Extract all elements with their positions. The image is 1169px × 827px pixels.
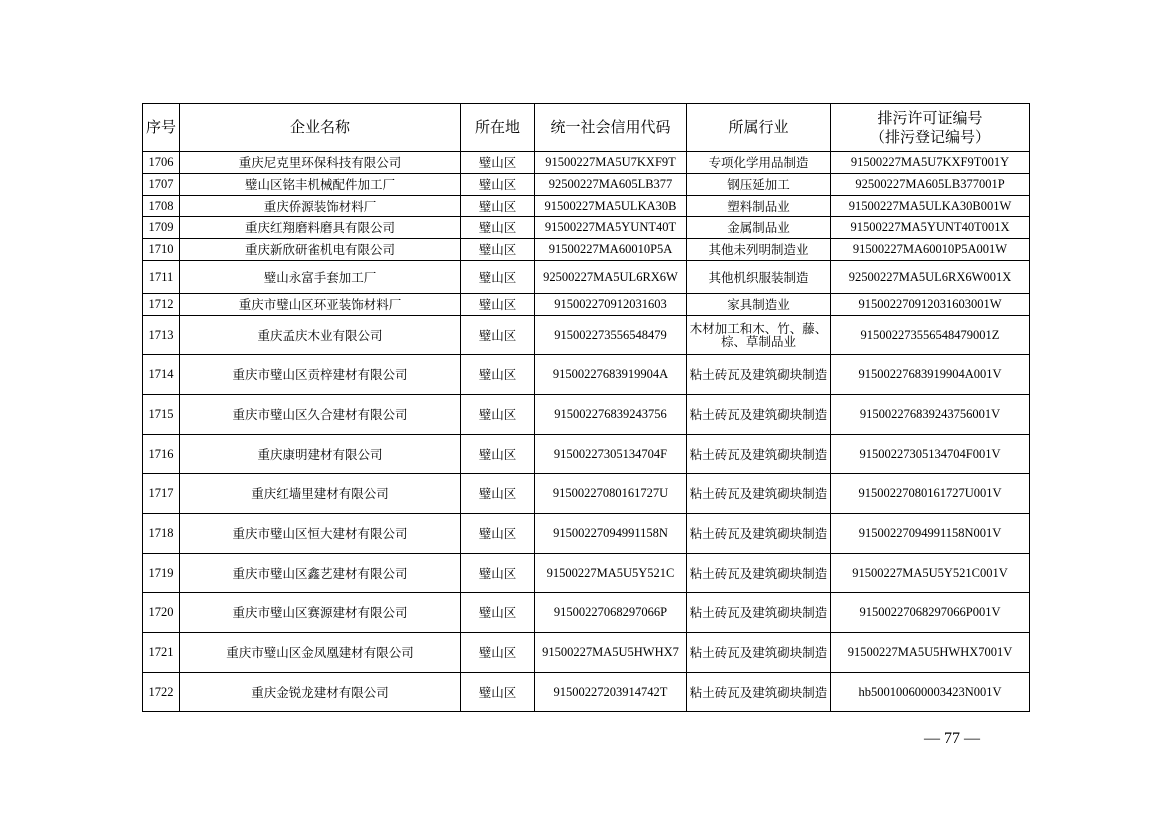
cell-industry: 粘土砖瓦及建筑砌块制造 xyxy=(687,673,831,712)
cell-seq: 1708 xyxy=(143,196,180,217)
cell-permit-number: 91500227MA5U5HWHX7001V xyxy=(831,633,1030,673)
cell-credit-code: 91500227MA5U7KXF9T xyxy=(535,152,687,174)
table-row xyxy=(143,474,1030,514)
cell-credit-code: 91500227MA5U5Y521C xyxy=(535,554,687,593)
cell-company-name: 重庆市璧山区恒大建材有限公司 xyxy=(180,514,461,554)
cell-industry: 家具制造业 xyxy=(687,294,831,316)
table-row xyxy=(143,593,1030,633)
table-row xyxy=(143,152,1030,174)
cell-seq: 1711 xyxy=(143,261,180,294)
header-company-name: 企业名称 xyxy=(180,104,461,152)
cell-permit-number: hb500100600003423N001V xyxy=(831,673,1030,712)
cell-seq: 1707 xyxy=(143,174,180,196)
cell-location: 璧山区 xyxy=(461,152,535,174)
cell-permit-number: 91500227068297066P001V xyxy=(831,593,1030,633)
cell-industry: 粘土砖瓦及建筑砌块制造 xyxy=(687,474,831,514)
cell-industry: 粘土砖瓦及建筑砌块制造 xyxy=(687,435,831,474)
table-row xyxy=(143,395,1030,435)
cell-permit-number: 915002273556548479001Z xyxy=(831,316,1030,355)
cell-company-name: 重庆康明建材有限公司 xyxy=(180,435,461,474)
header-industry: 所属行业 xyxy=(687,104,831,152)
table-row xyxy=(143,554,1030,593)
cell-seq: 1717 xyxy=(143,474,180,514)
cell-permit-number: 91500227MA5U7KXF9T001Y xyxy=(831,152,1030,174)
cell-seq: 1715 xyxy=(143,395,180,435)
cell-company-name: 重庆市璧山区贡梓建材有限公司 xyxy=(180,355,461,395)
header-credit-code: 统一社会信用代码 xyxy=(535,104,687,152)
cell-permit-number: 915002276839243756001V xyxy=(831,395,1030,435)
header-permit-line1: 排污许可证编号 xyxy=(877,108,983,127)
cell-company-name: 重庆市璧山区鑫艺建材有限公司 xyxy=(180,554,461,593)
cell-company-name: 璧山永富手套加工厂 xyxy=(180,261,461,294)
cell-company-name: 重庆红墙里建材有限公司 xyxy=(180,474,461,514)
cell-location: 璧山区 xyxy=(461,673,535,712)
cell-location: 璧山区 xyxy=(461,435,535,474)
cell-industry: 粘土砖瓦及建筑砌块制造 xyxy=(687,554,831,593)
cell-company-name: 重庆市璧山区环亚装饰材料厂 xyxy=(180,294,461,316)
cell-seq: 1712 xyxy=(143,294,180,316)
table-row xyxy=(143,239,1030,261)
table-row xyxy=(143,435,1030,474)
cell-credit-code: 91500227068297066P xyxy=(535,593,687,633)
table-row xyxy=(143,355,1030,395)
cell-location: 璧山区 xyxy=(461,316,535,355)
table-body xyxy=(143,152,1030,712)
cell-credit-code: 91500227MA5YUNT40T xyxy=(535,217,687,239)
cell-company-name: 重庆红翔磨料磨具有限公司 xyxy=(180,217,461,239)
cell-permit-number: 92500227MA5UL6RX6W001X xyxy=(831,261,1030,294)
table-row xyxy=(143,174,1030,196)
cell-company-name: 重庆金锐龙建材有限公司 xyxy=(180,673,461,712)
cell-credit-code: 91500227080161727U xyxy=(535,474,687,514)
cell-seq: 1719 xyxy=(143,554,180,593)
cell-permit-number: 915002270912031603001W xyxy=(831,294,1030,316)
header-permit-line2: （排污登记编号） xyxy=(869,127,990,146)
cell-location: 璧山区 xyxy=(461,514,535,554)
cell-credit-code: 915002276839243756 xyxy=(535,395,687,435)
cell-industry: 粘土砖瓦及建筑砌块制造 xyxy=(687,355,831,395)
cell-credit-code: 92500227MA605LB377 xyxy=(535,174,687,196)
cell-location: 璧山区 xyxy=(461,554,535,593)
cell-location: 璧山区 xyxy=(461,239,535,261)
cell-credit-code: 92500227MA5UL6RX6W xyxy=(535,261,687,294)
cell-location: 璧山区 xyxy=(461,261,535,294)
cell-seq: 1706 xyxy=(143,152,180,174)
table-row xyxy=(143,196,1030,217)
table-row xyxy=(143,633,1030,673)
table-row xyxy=(143,514,1030,554)
cell-location: 璧山区 xyxy=(461,474,535,514)
cell-permit-number: 91500227683919904A001V xyxy=(831,355,1030,395)
cell-location: 璧山区 xyxy=(461,395,535,435)
table-row xyxy=(143,261,1030,294)
cell-seq: 1713 xyxy=(143,316,180,355)
cell-industry: 钢压延加工 xyxy=(687,174,831,196)
cell-seq: 1716 xyxy=(143,435,180,474)
cell-location: 璧山区 xyxy=(461,294,535,316)
cell-permit-number: 91500227MA60010P5A001W xyxy=(831,239,1030,261)
cell-permit-number: 91500227094991158N001V xyxy=(831,514,1030,554)
cell-industry: 其他未列明制造业 xyxy=(687,239,831,261)
cell-credit-code: 91500227MA5U5HWHX7 xyxy=(535,633,687,673)
cell-industry: 粘土砖瓦及建筑砌块制造 xyxy=(687,514,831,554)
cell-industry: 粘土砖瓦及建筑砌块制造 xyxy=(687,593,831,633)
cell-company-name: 璧山区铭丰机械配件加工厂 xyxy=(180,174,461,196)
cell-industry: 粘土砖瓦及建筑砌块制造 xyxy=(687,633,831,673)
cell-company-name: 重庆尼克里环保科技有限公司 xyxy=(180,152,461,174)
cell-location: 璧山区 xyxy=(461,633,535,673)
cell-location: 璧山区 xyxy=(461,355,535,395)
cell-permit-number: 91500227MA5YUNT40T001X xyxy=(831,217,1030,239)
header-row xyxy=(143,104,1030,152)
cell-company-name: 重庆孟庆木业有限公司 xyxy=(180,316,461,355)
cell-industry: 金属制品业 xyxy=(687,217,831,239)
pollutant-permit-table xyxy=(142,103,1030,712)
cell-seq: 1709 xyxy=(143,217,180,239)
cell-seq: 1718 xyxy=(143,514,180,554)
cell-location: 璧山区 xyxy=(461,593,535,633)
cell-permit-number: 91500227MA5U5Y521C001V xyxy=(831,554,1030,593)
cell-permit-number: 91500227080161727U001V xyxy=(831,474,1030,514)
header-permit-number xyxy=(831,104,1030,152)
cell-credit-code: 91500227094991158N xyxy=(535,514,687,554)
cell-credit-code: 91500227MA5ULKA30B xyxy=(535,196,687,217)
cell-seq: 1714 xyxy=(143,355,180,395)
table-row xyxy=(143,673,1030,712)
cell-seq: 1722 xyxy=(143,673,180,712)
cell-credit-code: 91500227683919904A xyxy=(535,355,687,395)
cell-industry: 粘土砖瓦及建筑砌块制造 xyxy=(687,395,831,435)
table-row xyxy=(143,316,1030,355)
cell-seq: 1710 xyxy=(143,239,180,261)
table-row xyxy=(143,294,1030,316)
cell-credit-code: 915002273556548479 xyxy=(535,316,687,355)
cell-location: 璧山区 xyxy=(461,217,535,239)
cell-credit-code: 915002270912031603 xyxy=(535,294,687,316)
cell-company-name: 重庆市璧山区赛源建材有限公司 xyxy=(180,593,461,633)
cell-seq: 1720 xyxy=(143,593,180,633)
page-number: — 77 — xyxy=(924,730,980,747)
cell-credit-code: 91500227203914742T xyxy=(535,673,687,712)
cell-industry: 塑料制品业 xyxy=(687,196,831,217)
cell-location: 璧山区 xyxy=(461,174,535,196)
cell-location: 璧山区 xyxy=(461,196,535,217)
cell-industry: 专项化学用品制造 xyxy=(687,152,831,174)
cell-company-name: 重庆市璧山区久合建材有限公司 xyxy=(180,395,461,435)
header-seq: 序号 xyxy=(143,104,180,152)
header-location: 所在地 xyxy=(461,104,535,152)
table-row xyxy=(143,217,1030,239)
cell-industry: 木材加工和木、竹、藤、棕、草制品业 xyxy=(687,316,831,355)
cell-company-name: 重庆市璧山区金凤凰建材有限公司 xyxy=(180,633,461,673)
cell-permit-number: 91500227MA5ULKA30B001W xyxy=(831,196,1030,217)
cell-permit-number: 92500227MA605LB377001P xyxy=(831,174,1030,196)
cell-credit-code: 91500227305134704F xyxy=(535,435,687,474)
cell-company-name: 重庆新欣研雀机电有限公司 xyxy=(180,239,461,261)
cell-permit-number: 91500227305134704F001V xyxy=(831,435,1030,474)
cell-industry: 其他机织服装制造 xyxy=(687,261,831,294)
cell-credit-code: 91500227MA60010P5A xyxy=(535,239,687,261)
cell-company-name: 重庆侨源装饰材料厂 xyxy=(180,196,461,217)
cell-seq: 1721 xyxy=(143,633,180,673)
